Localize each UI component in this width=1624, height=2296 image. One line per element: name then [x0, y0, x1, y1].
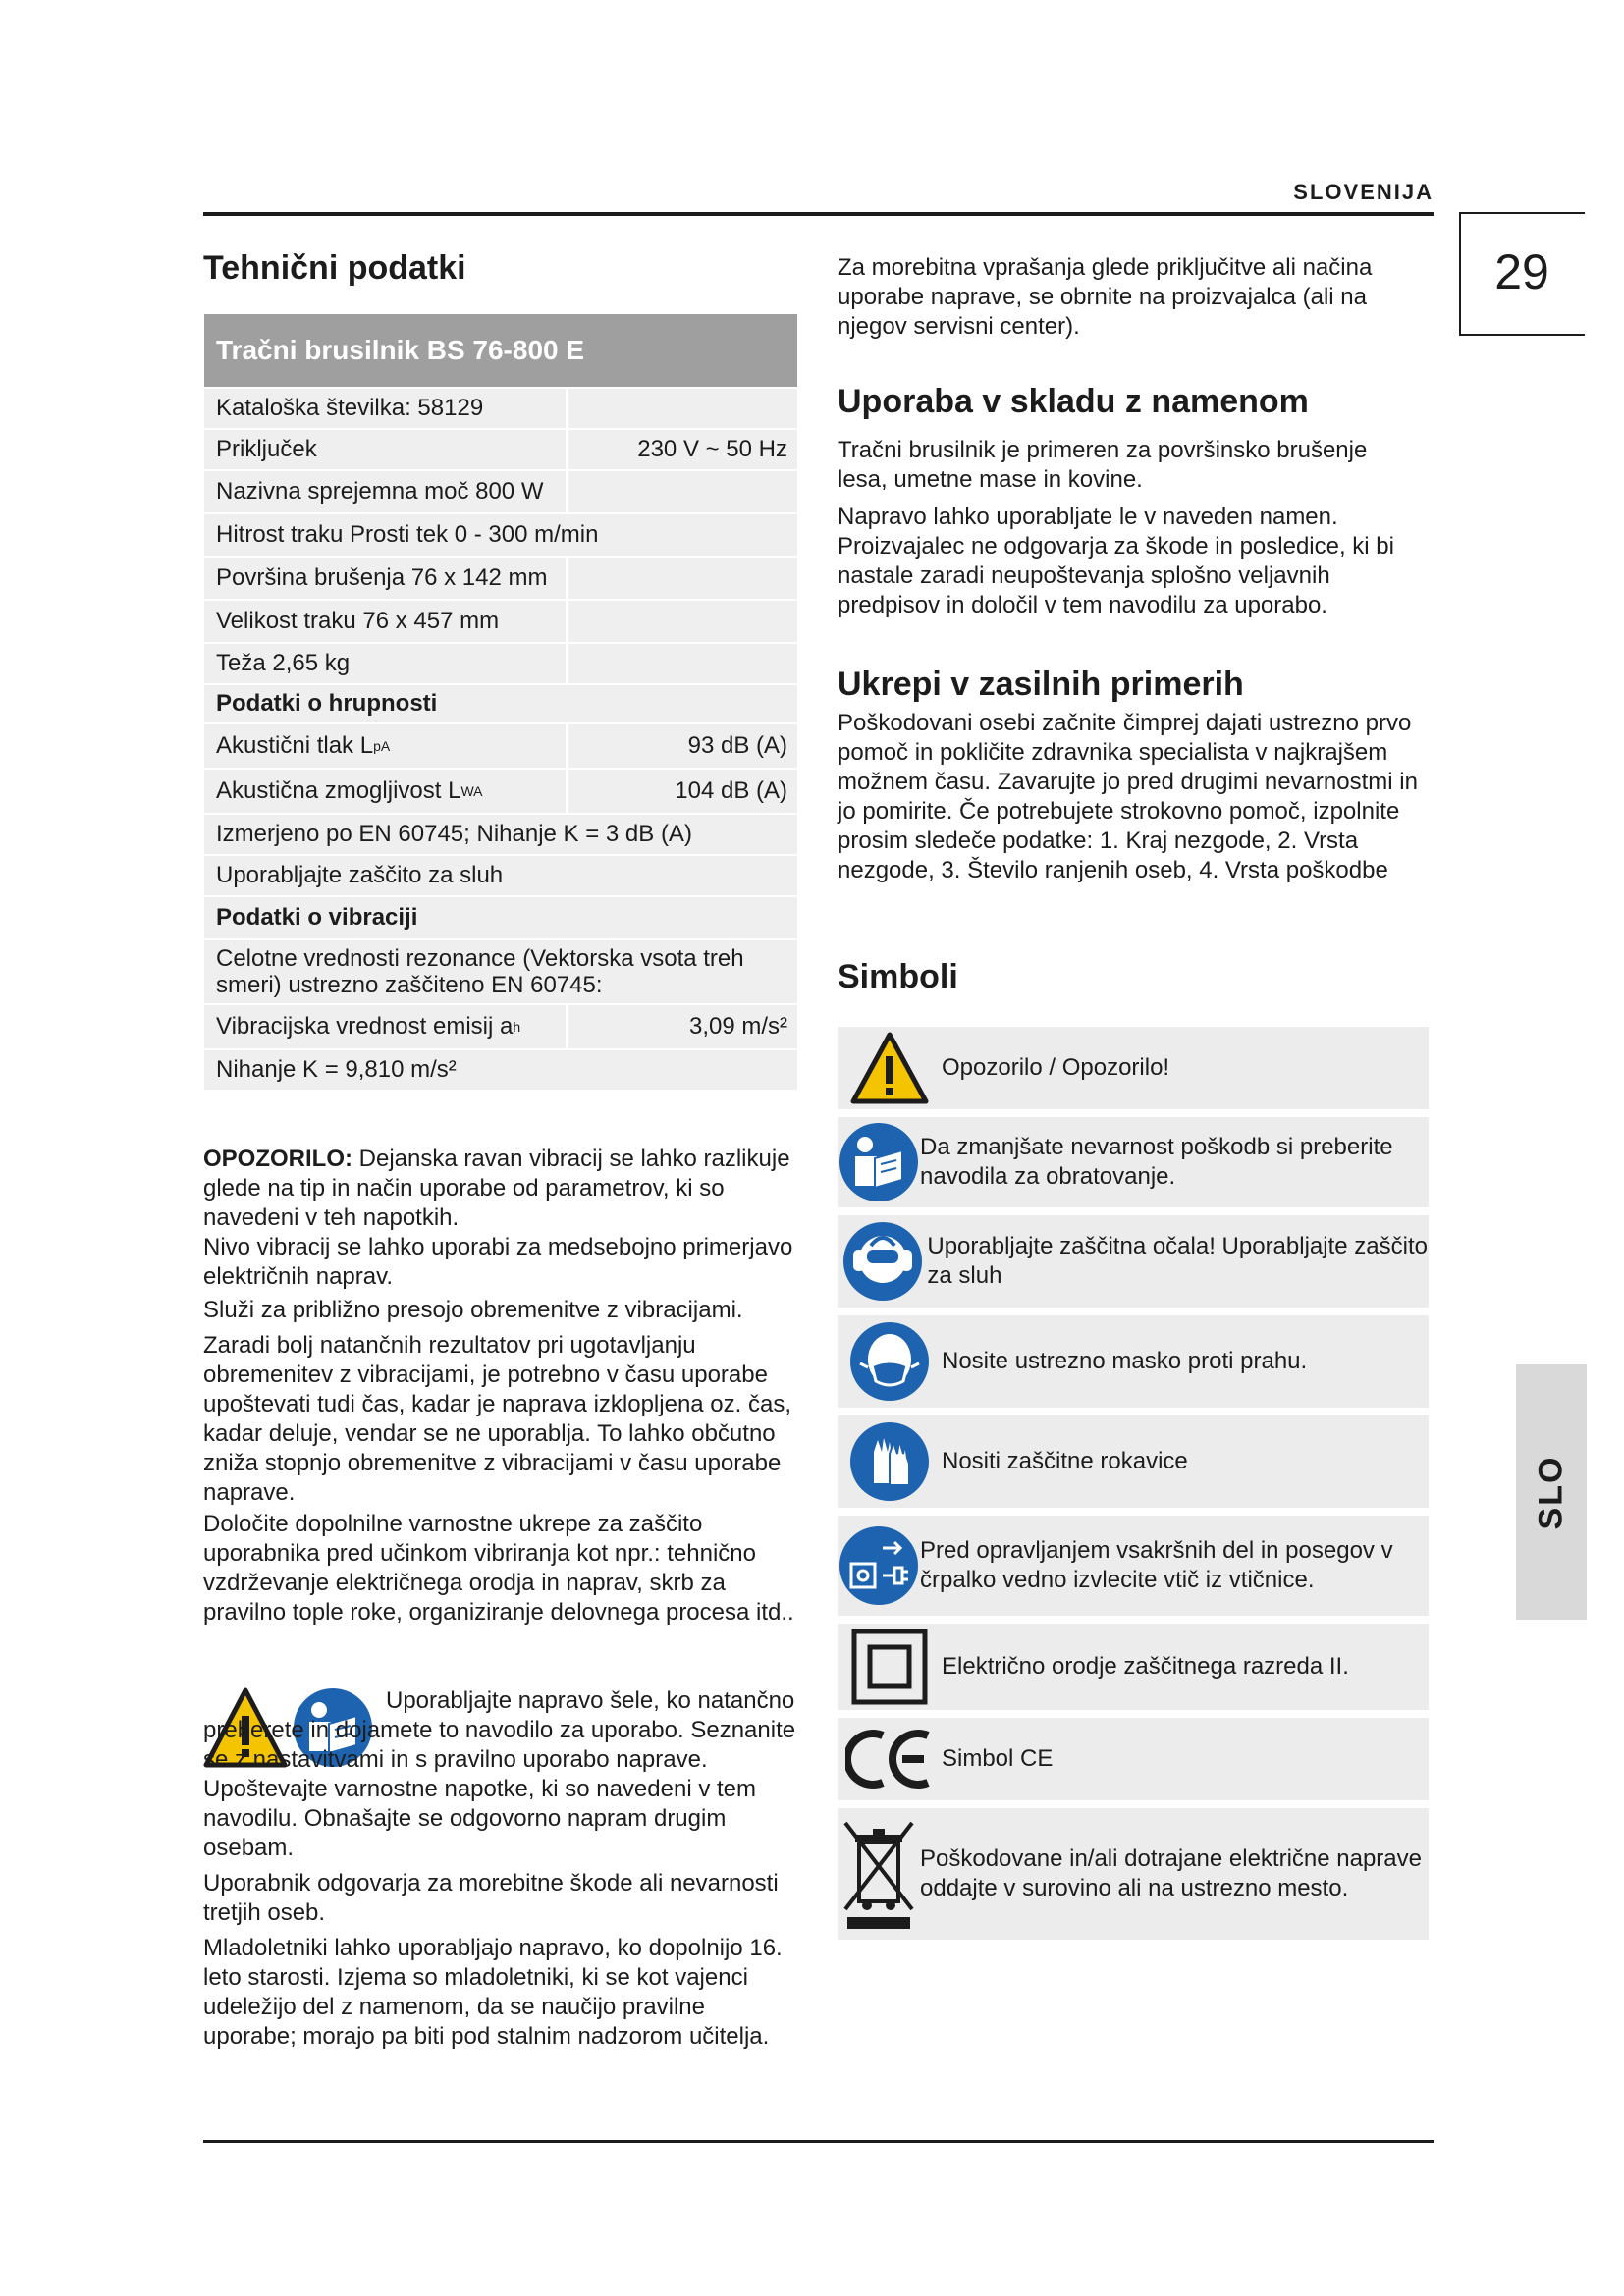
table-cell: Hitrost traku Prosti tek 0 - 300 m/min: [204, 514, 797, 556]
table-row: [204, 471, 797, 512]
table-cell: [568, 601, 797, 642]
table-cell: Velikost traku 76 x 457 mm: [204, 601, 566, 642]
unplug-icon: [838, 1524, 920, 1607]
purpose-title: Uporaba v skladu z namenom: [838, 383, 1309, 420]
emergency-text: Poškodovani osebi začnite čimprej dajati ustrezno prvo pomoč in pokličite zdravnika specialista v najkrajšem možnem času. Zavarujte jo pred drugimi nevarnostmi in jo pomirite. Če potrebujete strokovno pomoč, izpolnite prosim sledeče podatke: 1. Kraj nezgode, 2. Vrsta nezgode, 3. Število ranjenih oseb, 4. Vrsta poškodbe: [838, 710, 1418, 883]
table-cell: Teža 2,65 kg: [204, 644, 566, 683]
symbol-text: Simbol CE: [942, 1745, 1054, 1772]
table-row: [204, 514, 797, 556]
symbol-text: Nositi zaščitne rokavice: [942, 1448, 1188, 1474]
symbol-row: [838, 1415, 1429, 1508]
ce-mark-icon: [845, 1728, 934, 1790]
vibration-warning: OPOZORILO: Dejanska ravan vibracij se lahko razlikuje glede na tip in način uporabe od parametrov, ki so navedeni v teh napotkih. Nivo vibracij se lahko uporabi za medsebojno primerjavo električnih naprav. Služi za približno presojo obremenitve z vibracijami. Zaradi bolj natančnih rezultatov pri ugotavljanju obremenitev z vibracijami, je potrebno v času uporabe upoštevati tudi čas, kadar je naprava izklopljena oz. čas, kadar deluje, vendar se ne uporablja. To lahko občutno zniža stopnjo obremenitve z vibracijami v času uporabe naprave. Določite dopolnilne varnostne ukrepe za zaščito uporabnika pred učinkom vibriranja kot npr.: tehnično vzdrževanje električnega orodja in naprav, skrb za pravilno tople roke, organiziranje delovnega procesa itd..: [203, 1146, 794, 1626]
symbol-text: Uporabljajte zaščitna očala! Uporabljajte zaščito za sluh: [927, 1233, 1428, 1289]
warning-icon: [850, 1031, 929, 1105]
table-cell: [568, 389, 797, 428]
table-cell: Akustični tlak L pA: [204, 724, 566, 768]
table-cell: Vibracijska vrednost emisij a h: [204, 1005, 566, 1048]
side-tab-label: SLO: [1532, 1455, 1570, 1529]
symbol-text: Da zmanjšate nevarnost poškodb si preberite navodila za obratovanje.: [920, 1134, 1393, 1190]
warning-label: OPOZORILO:: [203, 1146, 352, 1172]
tech-table-title: Tračni brusilnik BS 76-800 E: [204, 314, 797, 387]
tech-title: Tehnični podatki: [203, 249, 466, 287]
symbol-text: Električno orodje zaščitnega razreda II.: [942, 1653, 1349, 1680]
symbols-title: Simboli: [838, 958, 958, 995]
table-cell: Kataloška številka: 58129: [204, 389, 566, 428]
table-row: [204, 897, 797, 938]
page-number: 29: [1494, 244, 1549, 299]
table-cell: Priključek: [204, 430, 566, 469]
table-row: [204, 558, 797, 599]
symbol-row: [838, 1027, 1429, 1109]
table-row: [204, 724, 797, 768]
table-row: [204, 644, 797, 683]
symbol-text: Opozorilo / Opozorilo!: [942, 1054, 1170, 1081]
country-label: SLOVENIJA: [1293, 180, 1434, 204]
tech-table: [204, 314, 797, 1092]
symbol-row: [838, 1315, 1429, 1408]
table-cell: Akustična zmogljivost L WA: [204, 770, 566, 813]
protection-class-ii-icon: [850, 1628, 929, 1706]
table-cell: 93 dB (A): [568, 724, 797, 768]
table-row: [204, 1050, 797, 1090]
table-row: [204, 856, 797, 895]
symbol-text: Pred opravljanjem vsakršnih del in posegov v črpalko vedno izvlecite vtič iz vtičnice.: [920, 1537, 1393, 1593]
vibration-heading: Podatki o vibraciji: [204, 897, 797, 938]
bottom-divider: [203, 2140, 1434, 2143]
intro-text: Za morebitna vprašanja glede priključitve ali načina uporabe naprave, se obrnite na proizvajalca (ali na njegov servisni center).: [838, 254, 1373, 340]
table-cell: [568, 644, 797, 683]
weee-bin-icon: [838, 1815, 920, 1933]
symbol-row: [838, 1516, 1429, 1616]
table-row: [204, 430, 797, 469]
table-cell: [568, 471, 797, 512]
gloves-icon: [848, 1420, 931, 1503]
symbol-row: [838, 1117, 1429, 1207]
table-cell: Izmerjeno po EN 60745; Nihanje K = 3 dB (A): [204, 815, 797, 854]
table-cell: Uporabljajte zaščito za sluh: [204, 856, 797, 895]
table-row: [204, 1005, 797, 1048]
table-row: [204, 770, 797, 813]
table-cell: [568, 558, 797, 599]
top-divider: [203, 212, 1434, 216]
table-row: [204, 940, 797, 1003]
symbol-row: [838, 1718, 1429, 1800]
table-cell: Celotne vrednosti rezonance (Vektorska vsota treh smeri) ustrezno zaščiteno EN 60745:: [204, 940, 797, 1003]
goggles-earmuffs-icon: [841, 1220, 924, 1303]
symbol-text: Poškodovane in/ali dotrajane električne naprave oddajte v surovino ali na ustrezno mesto.: [920, 1845, 1422, 1901]
table-cell: 3,09 m/s²: [568, 1005, 797, 1048]
emergency-title: Ukrepi v zasilnih primerih: [838, 666, 1244, 703]
table-cell: 230 V ~ 50 Hz: [568, 430, 797, 469]
dust-mask-icon: [848, 1320, 931, 1403]
table-cell: 104 dB (A): [568, 770, 797, 813]
table-row: [204, 815, 797, 854]
table-cell: Nihanje K = 9,810 m/s²: [204, 1050, 797, 1090]
symbol-row: [838, 1215, 1429, 1308]
symbols-list: [838, 1027, 1429, 1948]
symbol-row: [838, 1808, 1429, 1940]
table-row: [204, 601, 797, 642]
read-manual-icon: [838, 1121, 920, 1203]
table-row: [204, 389, 797, 428]
symbol-text: Nosite ustrezno masko proti prahu.: [942, 1348, 1308, 1374]
table-row: [204, 685, 797, 722]
noise-heading: Podatki o hrupnosti: [204, 685, 797, 722]
purpose-text: Tračni brusilnik je primeren za površinsko brušenje lesa, umetne mase in kovine. Napravo lahko uporabljate le v naveden namen. Proizvajalec ne odgovarja za škode in posledice, ki bi nastale zaradi neupoštevanja splošno veljavnih predpisov in določil v tem navodilu za uporabo.: [838, 437, 1394, 618]
usage-notes: Uporabljajte napravo šele, ko natančno preberete in dojamete to navodilo za uporabo. Seznanite se z nastavitvami in s pravilno uporabo naprave. Upoštevajte varnostne napotke, ki so navedeni v tem navodilu. Obnašajte se odgovorno napram drugim osebam. Uporabnik odgovarja za morebitne škode ali nevarnosti tretjih oseb. Mladoletniki lahko uporabljajo napravo, ko dopolnijo 16. leto starosti. Izjema so mladoletniki, ki se kot vajenci udeležijo del z namenom, da se naučijo pravilne uporabe; morajo pa biti pod stalnim nadzorom učitelja.: [203, 1687, 796, 2050]
table-cell: Površina brušenja 76 x 142 mm: [204, 558, 566, 599]
symbol-row: [838, 1624, 1429, 1710]
table-cell: Nazivna sprejemna moč 800 W: [204, 471, 566, 512]
